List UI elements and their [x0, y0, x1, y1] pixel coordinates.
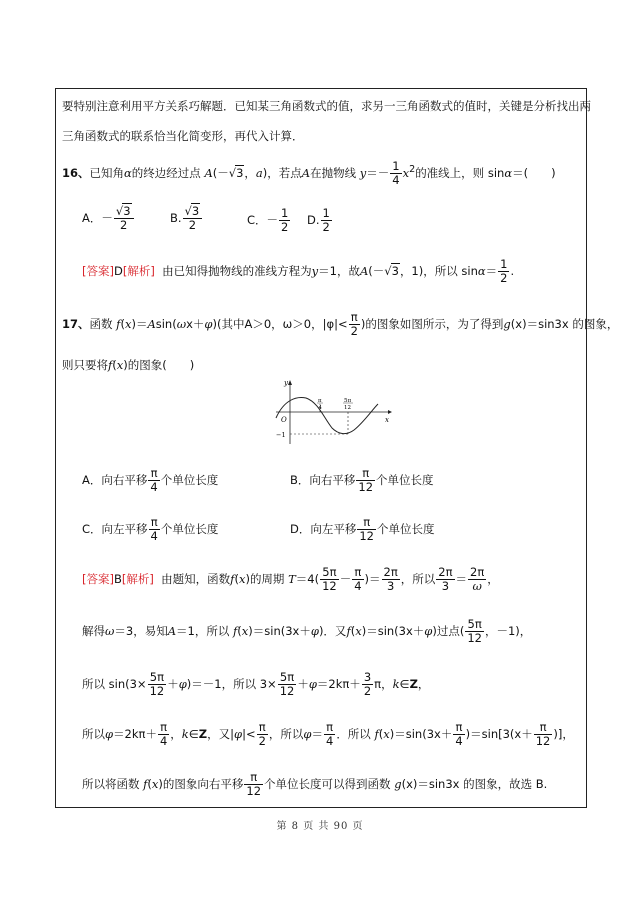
answer-17-line-3: 所以 sin(3× $\frac{5\pi}{12}$ ＋φ)＝－1，所以 3× $\frac{5\pi}{12}$ ＋φ＝2kπ＋ $\frac{3}{2}$ π，k∈Z，: [82, 670, 430, 698]
answer-tag: [答案]: [82, 572, 114, 586]
origin-label: O: [281, 416, 287, 424]
analysis-tag: [解析]: [121, 572, 154, 586]
answer-tag: [答案]: [82, 264, 114, 278]
question-17-number: 17、: [62, 317, 90, 331]
option-16-D[interactable]: D. $\frac{1}{2}$: [307, 206, 330, 234]
answer-17-line-4: 所以φ＝2kπ＋ $\frac{\pi}{4}$ ，k∈Z，又|φ|< $\frac{\pi}{2}$ ，所以φ＝ $\frac{\pi}{4}$ ．所以 f(x)＝sin(3x＋ $\frac{\pi}{4}$ )＝sin[3(x＋ $\frac{\pi}{12}$ )]，: [82, 720, 574, 748]
tick-pi-num: π: [318, 398, 322, 404]
option-16-C[interactable]: C．－ $\frac{1}{2}$: [247, 206, 289, 234]
tick-5pi-num: 5π: [344, 398, 352, 404]
answer-17-line-5: 所以将函数 f(x)的图象向右平移 $\frac{\pi}{12}$ 个单位长度可以得到函数 g(x)＝sin3x 的图象，故选 B.: [82, 770, 548, 798]
option-16-A[interactable]: A．－ $\frac{√3}{2}$: [82, 205, 135, 232]
x-label: x: [385, 416, 389, 424]
sine-curve: [276, 398, 378, 434]
question-16-number: 16、: [62, 166, 90, 180]
tick-5pi-den: 12: [344, 405, 351, 411]
option-17-C[interactable]: C．向左平移 $\frac{\pi}{4}$ 个单位长度: [82, 515, 219, 543]
option-17-B[interactable]: B．向右平移 $\frac{\pi}{12}$ 个单位长度: [290, 466, 434, 494]
fraction: $\frac{1}{4}$: [392, 159, 400, 187]
question-17-line-2: 则只要将f(x)的图象( ): [62, 358, 195, 372]
answer-17-line-2: 解得ω＝3，易知A＝1，所以 f(x)＝sin(3x＋φ)．又f(x)＝sin(3x＋φ)过点( $\frac{5\pi}{12}$ ，－1)，: [82, 617, 532, 645]
question-17-stem: 17、函数 f(x)＝Asin(ωx＋φ)(其中A＞0，ω＞0，|φ|< $\frac{\pi}{2}$ )的图象如图所示，为了得到g(x)＝sin3x 的图象，: [62, 310, 619, 338]
analysis-tag: [解析]: [122, 264, 155, 278]
page-footer: 第 8 页 共 90 页: [276, 821, 364, 832]
y-axis-arrow: [288, 380, 292, 385]
content-frame: [55, 88, 587, 808]
answer-16: [答案]D[解析] 由已知得抛物线的准线方程为y＝1，故A(－√3，1)，所以 sinα＝ $\frac{1}{2}$ .: [82, 257, 515, 285]
option-16-B[interactable]: B. $\frac{√3}{2}$: [170, 205, 203, 232]
sine-graph: [272, 378, 392, 448]
option-17-D[interactable]: D．向左平移 $\frac{\pi}{12}$ 个单位长度: [290, 515, 435, 543]
tick-pi-den: 4: [318, 405, 322, 411]
question-16-stem: 16、已知角α的终边经过点 A(－√3，a)，若点A在抛物线 y＝－ $\frac{1}{4}$ $x^2$的准线上，则 sinα＝( ): [62, 159, 556, 187]
answer-17-line-1: [答案]B[解析] 由题知，函数f(x)的周期 T＝4( $\frac{5\pi}{12}$ － $\frac{\pi}{4}$ )＝ $\frac{2\pi}{3}$ ，所以 $\frac{2\pi}{3}$ ＝ $\frac{2\pi}{\omega}$ ，: [82, 565, 499, 593]
intro-line-2: 三角函数式的联系恰当化简变形，再代入计算．: [62, 129, 304, 143]
x-axis-arrow: [388, 410, 392, 414]
option-17-A[interactable]: A．向右平移 $\frac{\pi}{4}$ 个单位长度: [82, 466, 219, 494]
intro-line-1: 要特别注意利用平方关系巧解题．已知某三角函数式的值，求另一三角函数式的值时，关键是分析找出两: [62, 99, 591, 113]
neg-one-label: −1: [276, 431, 286, 439]
y-label: y: [284, 379, 288, 387]
